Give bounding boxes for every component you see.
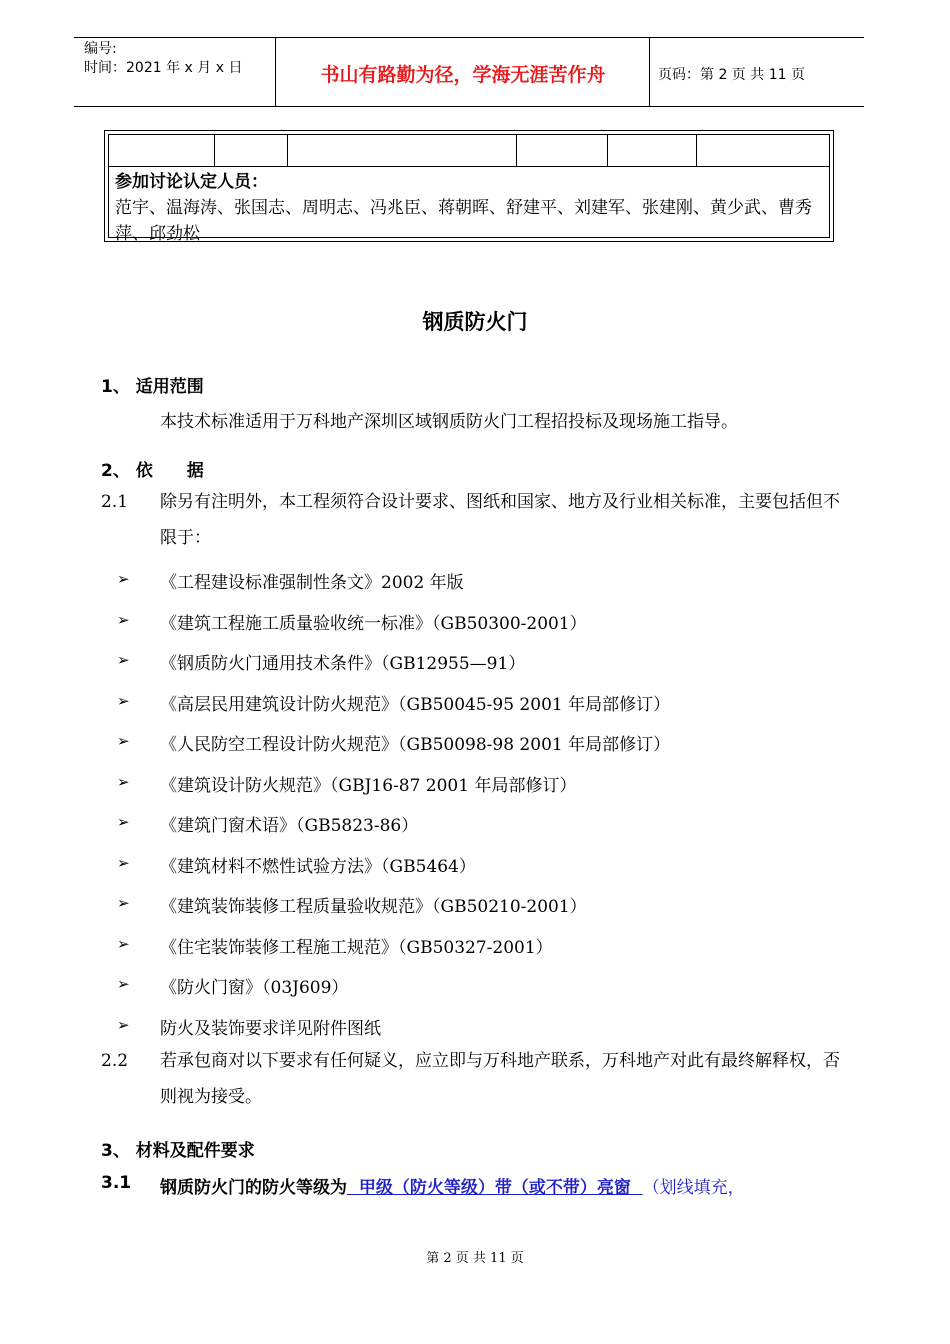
bullet-arrow-icon: ➢: [117, 732, 130, 750]
section-1-text: 本技术标准适用于万科地产深圳区域钢质防火门工程招投标及现场施工指导。: [160, 412, 738, 432]
table-inner-border: [108, 134, 830, 244]
document-title: 钢质防火门: [422, 310, 528, 334]
table-cell-divider: [287, 135, 288, 166]
section-2-heading: 2、 依 据: [101, 461, 204, 481]
bullet-arrow-icon: ➢: [117, 854, 130, 872]
standard-item: 《建筑装饰装修工程质量验收规范》（GB50210-2001）: [160, 897, 587, 917]
clause-2-2-text: 若承包商对以下要求有任何疑义，应立即与万科地产联系，万科地产对此有最终解释权，否则视为接受。: [160, 1051, 840, 1107]
participants-names: 范宇、温海涛、张国志、周明志、冯兆臣、蒋朝晖、舒建平、刘建军、张建刚、黄少武、曹秀萍、邱劲松: [115, 198, 812, 244]
standard-item: 《建筑设计防火规范》（GBJ16-87 2001 年局部修订）: [160, 776, 577, 796]
header-page-info: 页码：第 2 页 共 11 页: [658, 67, 805, 83]
bullet-arrow-icon: ➢: [117, 692, 130, 710]
header-meta: [84, 40, 242, 78]
standard-item: 《建筑材料不燃性试验方法》（GB5464）: [160, 857, 476, 877]
standard-item: 《建筑门窗术语》（GB5823-86）: [160, 816, 419, 836]
header-motto: 书山有路勤为径，学海无涯苦作舟: [320, 64, 606, 86]
table-cell-divider: [696, 135, 697, 166]
bullet-arrow-icon: ➢: [117, 1016, 130, 1034]
table-cell-divider: [516, 135, 517, 166]
clause-3-1-line: [160, 1173, 745, 1198]
table-cell-divider: [607, 135, 608, 166]
section-3-heading: 3、 材料及配件要求: [101, 1141, 255, 1161]
bullet-arrow-icon: ➢: [117, 570, 130, 588]
standard-item: 《工程建设标准强制性条文》2002 年版: [160, 573, 464, 593]
standard-item: 防火及装饰要求详见附件图纸: [160, 1019, 381, 1039]
clause-3-1-text: 钢质防火门的防火等级为: [160, 1178, 347, 1198]
page-footer: 第 2 页 共 11 页: [426, 1251, 524, 1266]
clause-3-1-number: 3.1: [101, 1173, 132, 1193]
bullet-arrow-icon: ➢: [117, 975, 130, 993]
standard-item: 《钢质防火门通用技术条件》（GB12955—91）: [160, 654, 526, 674]
clause-2-1-text: 除另有注明外，本工程须符合设计要求、图纸和国家、地方及行业相关标准，主要包括但不限于：: [160, 492, 840, 548]
bullet-arrow-icon: ➢: [117, 894, 130, 912]
doc-time: 时间：2021 年 x 月 x 日: [84, 60, 243, 76]
table-cell-divider: [214, 135, 215, 166]
bullet-arrow-icon: ➢: [117, 611, 130, 629]
standard-item: 《建筑工程施工质量验收统一标准》（GB50300-2001）: [160, 614, 587, 634]
section-1-heading: 1、 适用范围: [101, 377, 204, 397]
standard-item: 《住宅装饰装修工程施工规范》（GB50327-2001）: [160, 938, 553, 958]
clause-2-2-number: 2.2: [101, 1051, 129, 1071]
standard-item: 《人民防空工程设计防火规范》（GB50098-98 2001 年局部修订）: [160, 735, 671, 755]
bullet-arrow-icon: ➢: [117, 773, 130, 791]
participants-table: [104, 130, 834, 242]
bullet-arrow-icon: ➢: [117, 813, 130, 831]
doc-number: 编号:: [84, 41, 117, 57]
bullet-arrow-icon: ➢: [117, 651, 130, 669]
table-empty-row: [109, 135, 829, 167]
bullet-arrow-icon: ➢: [117, 935, 130, 953]
standard-item: 《高层民用建筑设计防火规范》（GB50045-95 2001 年局部修订）: [160, 695, 671, 715]
page-header: [74, 37, 864, 107]
fill-in-blank: 甲级（防火等级）带（或不带）亮窗: [347, 1178, 643, 1198]
fill-in-note: （划线填充，: [642, 1178, 745, 1198]
clause-2-1-number: 2.1: [101, 492, 129, 512]
participants-label: 参加讨论认定人员：: [115, 172, 268, 192]
participants-cell: [115, 169, 823, 247]
standard-item: 《防火门窗》（03J609）: [160, 978, 349, 998]
